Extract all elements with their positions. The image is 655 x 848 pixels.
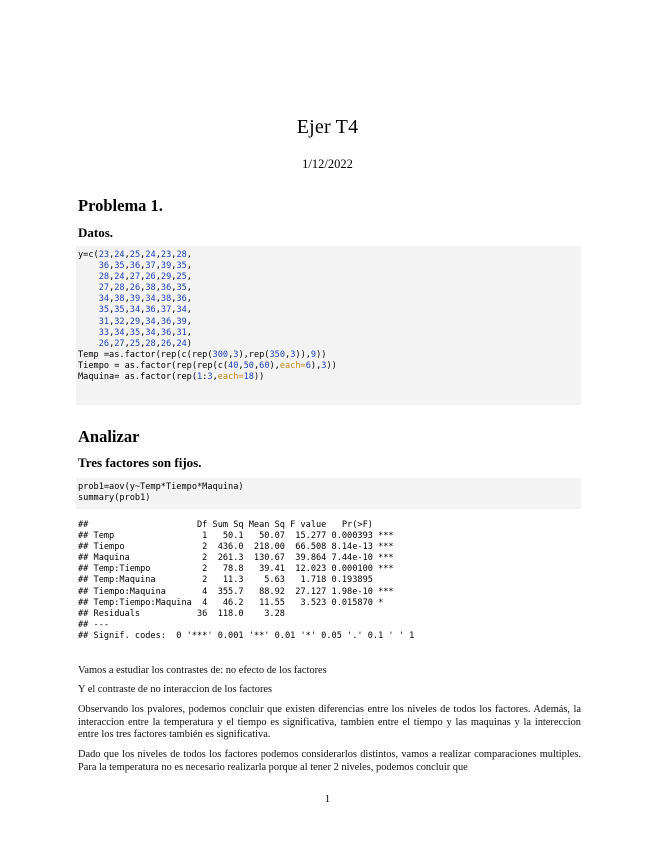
code-line: 35,35,34,36,37,34, <box>98 305 192 316</box>
paragraph-interaccion: Y el contraste de no interaccion de los factores <box>78 684 273 695</box>
paragraph-contrastes: Vamos a estudiar los contrastes de: no efecto de los factores <box>78 665 327 676</box>
output-line: ## Temp:Maquina 2 11.3 5.63 1.718 0.193895 <box>78 575 394 586</box>
code-line: 26,27,25,28,26,24) <box>98 338 192 349</box>
code-line: Maquina= as.factor(rep(1:3,each=18)) <box>78 372 265 383</box>
code-line: summary(prob1) <box>78 493 151 504</box>
output-line: ## Temp 1 50.1 50.07 15.277 0.000393 *** <box>78 531 394 542</box>
section-heading-analizar: Analizar <box>78 427 140 446</box>
code-block-datos <box>76 246 581 405</box>
code-line: 34,38,39,34,38,36, <box>98 294 192 305</box>
code-line: 27,28,26,38,36,35, <box>98 283 192 294</box>
output-line: ## Df Sum Sq Mean Sq F value Pr(>F) <box>78 520 394 530</box>
code-line: Tiempo = as.factor(rep(rep(c(40,50,60),each=6),3)) <box>78 360 337 371</box>
output-line: ## Tiempo:Maquina 4 355.7 88.92 27.127 1.98e-10 *** <box>78 586 394 597</box>
paragraph-comparaciones: Dado que los niveles de todos los factores podemos considerarlos distintos, vamos a realizar comparaciones multiples. Para la temperatura no es necesario realizarla porque al tener 2 niveles, podemos concluir que <box>78 749 581 773</box>
paragraph-pvalores: Observando los pvalores, podemos concluir que existen diferencias entre los niveles de todos los factores. Además, la interaccion entre la temperatura y el tiempo es significativa, tambien entre el tiempo y las maquinas y la intereccion entre los tres factores también es significativa. <box>78 704 581 741</box>
output-line: ## Residuals 36 118.0 3.28 <box>78 608 394 619</box>
output-line: ## Temp:Tiempo:Maquina 4 46.2 11.55 3.523 0.015870 * <box>78 597 394 608</box>
page-number: 1 <box>324 794 331 805</box>
section-heading-problema: Problema 1. <box>78 196 163 215</box>
subheading-datos: Datos. <box>78 225 114 240</box>
output-line: ## Tiempo 2 436.0 218.00 66.508 8.14e-13 *** <box>78 542 394 553</box>
code-block-aov <box>76 478 581 509</box>
output-line: ## Maquina 2 261.3 130.67 39.864 7.44e-10 *** <box>78 553 394 564</box>
code-line: 31,32,29,34,36,39, <box>98 316 192 327</box>
code-line: Temp =as.factor(rep(c(rep(300,3),rep(350,3)),9)) <box>78 349 327 360</box>
output-line: ## Temp:Tiempo 2 78.8 39.41 12.023 0.000100 *** <box>78 564 394 575</box>
code-line: 33,34,35,34,36,31, <box>98 327 192 338</box>
document-title: Ejer T4 <box>296 116 359 138</box>
anova-output <box>78 520 583 642</box>
code-line: 36,35,36,37,39,35, <box>98 261 192 272</box>
subheading-factores: Tres factores son fijos. <box>78 455 202 470</box>
output-line: ## --- <box>78 619 110 630</box>
document-date: 1/12/2022 <box>302 157 353 171</box>
code-line: 28,24,27,26,29,25, <box>98 272 192 283</box>
code-line: y=c(23,24,25,24,23,28, <box>78 250 192 260</box>
code-line: prob1=aov(y~Temp*Tiempo*Maquina) <box>78 482 244 492</box>
output-line: ## Signif. codes: 0 '***' 0.001 '**' 0.01 '*' 0.05 '.' 0.1 ' ' 1 <box>78 630 415 641</box>
